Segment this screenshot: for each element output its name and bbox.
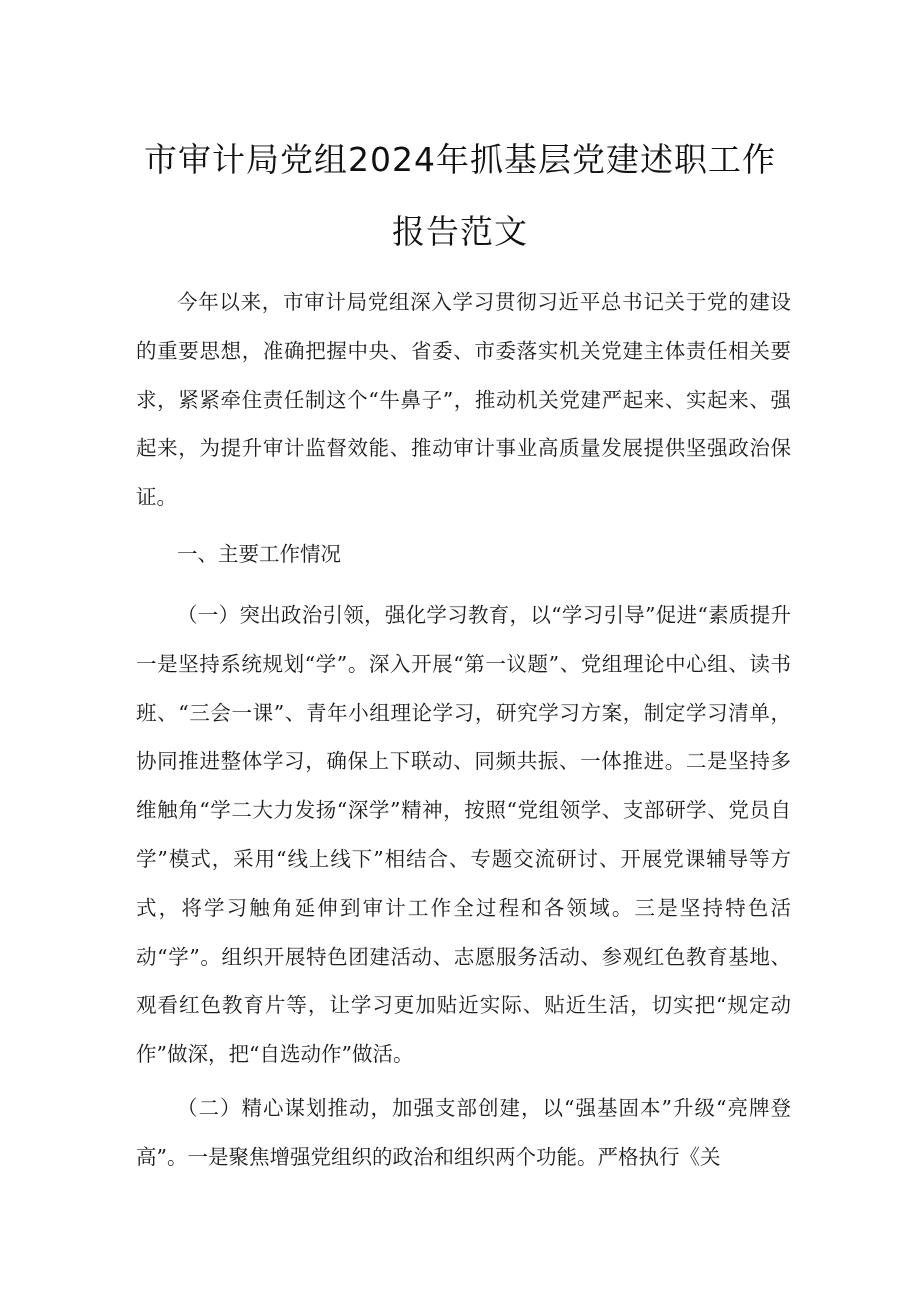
document-title-line-2: 报告范文 (392, 212, 528, 251)
intro-paragraph: 今年以来，市审计局党组深入学习贯彻习近平总书记关于党的建设的重要思想，准确把握中央、省委、市委落实机关党建主体责任相关要求，紧紧牵住责任制这个“牛鼻子”，推动机关党建严起来、实起来、强起来，为提升审计监督效能、推动审计事业高质量发展提供坚强政治保证。 (136, 290, 791, 510)
section-heading-main-work: 一、主要工作情况 (177, 542, 341, 566)
paragraph-branch-building: （二）精心谋划推动，加强支部创建，以“强基固本”升级“亮牌登高”。一是聚焦增强党组织的政治和组织两个功能。严格执行《关 (136, 1096, 791, 1169)
paragraph-political-guidance: （一）突出政治引领，强化学习教育，以“学习引导”促进“素质提升一是坚持系统规划“学”。深入开展“第一议题”、党组理论中心组、读书班、“三会一课”、青年小组理论学习，研究学习方案，制定学习清单，协同推进整体学习，确保上下联动、同频共振、一体推进。二是坚持多维触角“学二大力发扬“深学”精神，按照“党组领学、支部研学、党员自学”模式，采用“线上线下”相结合、专题交流研讨、开展党课辅导等方式，将学习触角延伸到审计工作全过程和各领域。三是坚持特色活动“学”。组织开展特色团建活动、志愿服务活动、参观红色教育基地、观看红色教育片等，让学习更加贴近实际、贴近生活，切实把“规定动作”做深，把“自选动作”做活。 (136, 603, 791, 1067)
document-title-line-1: 市审计局党组2024年抓基层党建述职工作 (144, 140, 776, 179)
